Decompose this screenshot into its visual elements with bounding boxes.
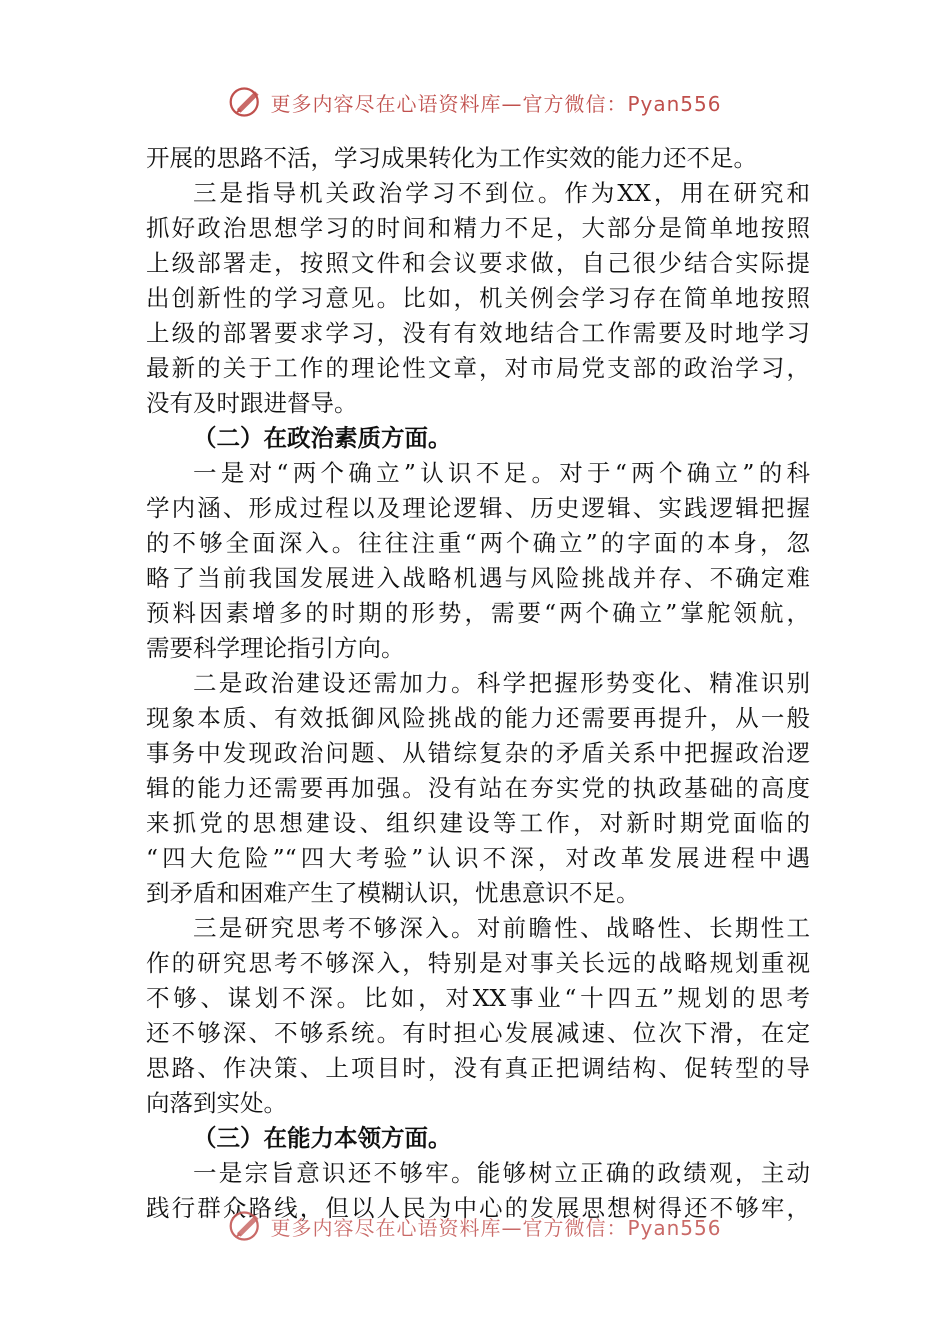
watermark-text: 更多内容尽在心语资料库—官方微信：Pyan556: [270, 91, 722, 116]
text-line: “四大危险”“四大考验”认识不深，对改革发展进程中遇: [146, 844, 810, 872]
section-heading: （二）在政治素质方面。: [193, 424, 452, 452]
text-line: 现象本质、有效抵御风险挑战的能力还需要再提升，从一般: [146, 704, 810, 732]
text-line: 事务中发现政治问题、从错综复杂的矛盾关系中把握政治逻: [146, 739, 810, 767]
footer-watermark: [0, 1206, 950, 1246]
text-line: 作的研究思考不够深入，特别是对事关长远的战略规划重视: [146, 949, 810, 977]
text-line: 学内涵、形成过程以及理论逻辑、历史逻辑、实践逻辑把握: [146, 494, 810, 522]
text-line: 一是宗旨意识还不够牢。能够树立正确的政绩观，主动: [193, 1159, 810, 1187]
text-line: 一是对“两个确立”认识不足。对于“两个确立”的科: [193, 459, 810, 487]
text-line: 思路、作决策、上项目时，没有真正把调结构、促转型的导: [146, 1054, 810, 1082]
text-line: 开展的思路不活，学习成果转化为工作实效的能力还不足。: [146, 144, 757, 172]
text-line: 上级的部署要求学习，没有有效地结合工作需要及时地学习: [146, 319, 810, 347]
text-line: 向落到实处。: [146, 1089, 287, 1117]
text-line: 辑的能力还需要再加强。没有站在夯实党的执政基础的高度: [146, 774, 810, 802]
text-line: 还不够深、不够系统。有时担心发展减速、位次下滑，在定: [146, 1019, 810, 1047]
text-line: 三是指导机关政治学习不到位。作为XX，用在研究和: [193, 179, 810, 207]
document-body: [146, 141, 810, 1226]
text-line: 最新的关于工作的理论性文章，对市局党支部的政治学习，: [146, 354, 810, 382]
text-line: 到矛盾和困难产生了模糊认识，忧患意识不足。: [146, 879, 640, 907]
text-line: 没有及时跟进督导。: [146, 389, 358, 417]
text-line: 抓好政治思想学习的时间和精力不足，大部分是简单地按照: [146, 214, 810, 242]
pen-logo-icon: [228, 84, 264, 120]
pen-logo-icon: [228, 1208, 264, 1244]
section-heading: （三）在能力本领方面。: [193, 1124, 452, 1152]
text-line: 出创新性的学习意见。比如，机关例会学习存在简单地按照: [146, 284, 810, 312]
text-line: 需要科学理论指引方向。: [146, 634, 405, 662]
text-line: 践行群众路线，但以人民为中心的发展思想树得还不够牢，: [146, 1194, 810, 1222]
text-line: 二是政治建设还需加力。科学把握形势变化、精准识别: [193, 669, 810, 697]
text-line: 上级部署走，按照文件和会议要求做，自己很少结合实际提: [146, 249, 810, 277]
text-line: 三是研究思考不够深入。对前瞻性、战略性、长期性工: [193, 914, 810, 942]
text-line: 的不够全面深入。往往注重“两个确立”的字面的本身，忽: [146, 529, 810, 557]
header-watermark: [0, 82, 950, 122]
text-line: 来抓党的思想建设、组织建设等工作，对新时期党面临的: [146, 809, 810, 837]
text-line: 预料因素增多的时期的形势，需要“两个确立”掌舵领航，: [146, 599, 810, 627]
text-line: 略了当前我国发展进入战略机遇与风险挑战并存、不确定难: [146, 564, 810, 592]
text-line: 不够、谋划不深。比如，对XX事业“十四五”规划的思考: [146, 984, 810, 1012]
watermark-text: 更多内容尽在心语资料库—官方微信：Pyan556: [270, 1215, 722, 1240]
